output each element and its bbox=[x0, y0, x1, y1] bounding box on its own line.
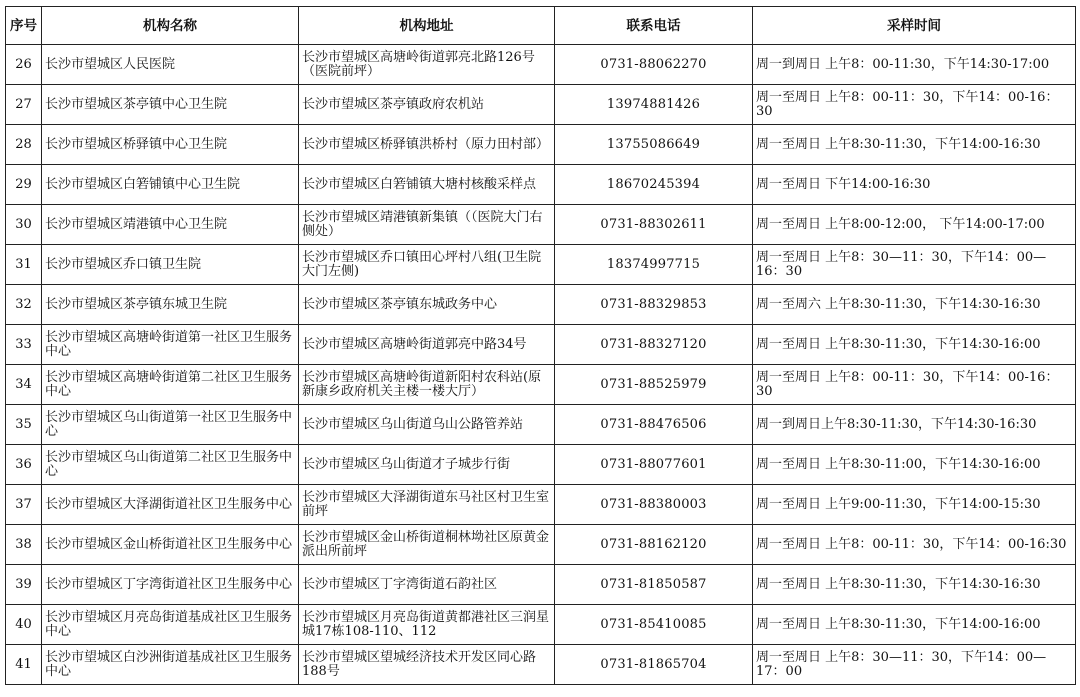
cell-name: 长沙市望城区茶亭镇东城卫生院 bbox=[42, 285, 299, 325]
header-row bbox=[6, 7, 1076, 45]
cell-address: 长沙市望城区茶亭镇政府农机站 bbox=[299, 85, 555, 125]
cell-address: 长沙市望城区望城经济技术开发区同心路188号 bbox=[299, 645, 555, 685]
cell-name: 长沙市望城区桥驿镇中心卫生院 bbox=[42, 125, 299, 165]
cell-no: 41 bbox=[6, 645, 42, 685]
cell-name: 长沙市望城区高塘岭街道第一社区卫生服务中心 bbox=[42, 325, 299, 365]
cell-phone: 0731-88525979 bbox=[555, 365, 753, 405]
cell-no: 38 bbox=[6, 525, 42, 565]
cell-no: 36 bbox=[6, 445, 42, 485]
cell-no: 29 bbox=[6, 165, 42, 205]
table-row bbox=[6, 485, 1076, 525]
cell-address: 长沙市望城区乌山街道才子城步行街 bbox=[299, 445, 555, 485]
table-row bbox=[6, 445, 1076, 485]
cell-name: 长沙市望城区乌山街道第二社区卫生服务中心 bbox=[42, 445, 299, 485]
cell-no: 26 bbox=[6, 45, 42, 85]
header-time: 采样时间 bbox=[753, 7, 1076, 45]
cell-time: 周一至周日 上午8:30-11:30，下午14:00-16:30 bbox=[753, 125, 1076, 165]
cell-time: 周一至周日 上午9:00-11:30，下午14:00-15:30 bbox=[753, 485, 1076, 525]
cell-address: 长沙市望城区乌山街道乌山公路管养站 bbox=[299, 405, 555, 445]
cell-name: 长沙市望城区茶亭镇中心卫生院 bbox=[42, 85, 299, 125]
cell-no: 28 bbox=[6, 125, 42, 165]
cell-no: 30 bbox=[6, 205, 42, 245]
cell-time: 周一至周日 上午8：00-11：30，下午14：00-16：30 bbox=[753, 365, 1076, 405]
sampling-sites-table bbox=[5, 6, 1076, 685]
cell-phone: 0731-88476506 bbox=[555, 405, 753, 445]
table-row bbox=[6, 125, 1076, 165]
cell-address: 长沙市望城区高塘岭街道郭亮中路34号 bbox=[299, 325, 555, 365]
cell-time: 周一至周日 下午14:00-16:30 bbox=[753, 165, 1076, 205]
cell-phone: 13974881426 bbox=[555, 85, 753, 125]
table-row bbox=[6, 285, 1076, 325]
table-body bbox=[6, 45, 1076, 685]
cell-name: 长沙市望城区乌山街道第一社区卫生服务中心 bbox=[42, 405, 299, 445]
cell-phone: 0731-85410085 bbox=[555, 605, 753, 645]
cell-phone: 0731-88380003 bbox=[555, 485, 753, 525]
table-row bbox=[6, 565, 1076, 605]
cell-no: 35 bbox=[6, 405, 42, 445]
table-row bbox=[6, 605, 1076, 645]
cell-address: 长沙市望城区靖港镇新集镇（（医院大门右侧处） bbox=[299, 205, 555, 245]
cell-no: 39 bbox=[6, 565, 42, 605]
cell-time: 周一至周日 上午8:30-11:00，下午14:30-16:00 bbox=[753, 445, 1076, 485]
cell-address: 长沙市望城区白箬铺镇大塘村核酸采样点 bbox=[299, 165, 555, 205]
cell-address: 长沙市望城区桥驿镇洪桥村（原力田村部） bbox=[299, 125, 555, 165]
cell-name: 长沙市望城区乔口镇卫生院 bbox=[42, 245, 299, 285]
cell-address: 长沙市望城区大泽湖街道东马社区村卫生室前坪 bbox=[299, 485, 555, 525]
cell-phone: 18670245394 bbox=[555, 165, 753, 205]
header-phone: 联系电话 bbox=[555, 7, 753, 45]
cell-time: 周一至周日 上午8:30-11:30，下午14:30-16:30 bbox=[753, 565, 1076, 605]
cell-phone: 0731-81865704 bbox=[555, 645, 753, 685]
cell-address: 长沙市望城区丁字湾街道石韵社区 bbox=[299, 565, 555, 605]
cell-time: 周一到周日 上午8：00-11:30，下午14:30-17:00 bbox=[753, 45, 1076, 85]
cell-name: 长沙市望城区高塘岭街道第二社区卫生服务中心 bbox=[42, 365, 299, 405]
cell-time: 周一至周日 上午8：30—11：30，下午14：00—16：30 bbox=[753, 245, 1076, 285]
cell-address: 长沙市望城区高塘岭街道新阳村农科站(原新康乡政府机关主楼一楼大厅） bbox=[299, 365, 555, 405]
cell-time: 周一至周日 上午8：00-11：30，下午14：00-16:30 bbox=[753, 525, 1076, 565]
cell-no: 32 bbox=[6, 285, 42, 325]
cell-name: 长沙市望城区大泽湖街道社区卫生服务中心 bbox=[42, 485, 299, 525]
cell-phone: 0731-88162120 bbox=[555, 525, 753, 565]
sampling-sites-table-container bbox=[5, 6, 1075, 685]
cell-address: 长沙市望城区月亮岛街道黄都港社区三润星城17栋108-110、112 bbox=[299, 605, 555, 645]
table-row bbox=[6, 525, 1076, 565]
cell-name: 长沙市望城区人民医院 bbox=[42, 45, 299, 85]
cell-no: 27 bbox=[6, 85, 42, 125]
header-no: 序号 bbox=[6, 7, 42, 45]
cell-time: 周一至周日 上午8:00-12:00， 下午14:00-17:00 bbox=[753, 205, 1076, 245]
cell-name: 长沙市望城区白沙洲街道基成社区卫生服务中心 bbox=[42, 645, 299, 685]
cell-phone: 0731-88329853 bbox=[555, 285, 753, 325]
cell-time: 周一至周日 上午8:30-11:30，下午14:30-16:00 bbox=[753, 325, 1076, 365]
table-row bbox=[6, 645, 1076, 685]
cell-address: 长沙市望城区乔口镇田心坪村八组(卫生院大门左侧) bbox=[299, 245, 555, 285]
cell-phone: 13755086649 bbox=[555, 125, 753, 165]
cell-name: 长沙市望城区金山桥街道社区卫生服务中心 bbox=[42, 525, 299, 565]
cell-address: 长沙市望城区金山桥街道桐林坳社区原黄金派出所前坪 bbox=[299, 525, 555, 565]
cell-time: 周一至周日 上午8：00-11：30，下午14：00-16：30 bbox=[753, 85, 1076, 125]
cell-no: 37 bbox=[6, 485, 42, 525]
cell-no: 31 bbox=[6, 245, 42, 285]
table-row bbox=[6, 205, 1076, 245]
header-address: 机构地址 bbox=[299, 7, 555, 45]
cell-no: 34 bbox=[6, 365, 42, 405]
cell-name: 长沙市望城区月亮岛街道基成社区卫生服务中心 bbox=[42, 605, 299, 645]
cell-name: 长沙市望城区白箬铺镇中心卫生院 bbox=[42, 165, 299, 205]
header-name: 机构名称 bbox=[42, 7, 299, 45]
cell-address: 长沙市望城区茶亭镇东城政务中心 bbox=[299, 285, 555, 325]
cell-time: 周一至周日 上午8：30—11：30，下午14：00—17：00 bbox=[753, 645, 1076, 685]
table-row bbox=[6, 165, 1076, 205]
cell-time: 周一至周六 上午8:30-11:30，下午14:30-16:30 bbox=[753, 285, 1076, 325]
cell-time: 周一至周日 上午8:30-11:30，下午14:00-16:00 bbox=[753, 605, 1076, 645]
table-row bbox=[6, 325, 1076, 365]
cell-phone: 0731-88062270 bbox=[555, 45, 753, 85]
cell-phone: 0731-88302611 bbox=[555, 205, 753, 245]
table-header bbox=[6, 7, 1076, 45]
cell-phone: 18374997715 bbox=[555, 245, 753, 285]
cell-phone: 0731-81850587 bbox=[555, 565, 753, 605]
cell-time: 周一到周日上午8:30-11:30，下午14:30-16:30 bbox=[753, 405, 1076, 445]
cell-no: 33 bbox=[6, 325, 42, 365]
cell-address: 长沙市望城区高塘岭街道郭亮北路126号（医院前坪） bbox=[299, 45, 555, 85]
table-row bbox=[6, 405, 1076, 445]
cell-name: 长沙市望城区丁字湾街道社区卫生服务中心 bbox=[42, 565, 299, 605]
table-row bbox=[6, 365, 1076, 405]
cell-phone: 0731-88327120 bbox=[555, 325, 753, 365]
cell-phone: 0731-88077601 bbox=[555, 445, 753, 485]
cell-no: 40 bbox=[6, 605, 42, 645]
table-row bbox=[6, 45, 1076, 85]
cell-name: 长沙市望城区靖港镇中心卫生院 bbox=[42, 205, 299, 245]
table-row bbox=[6, 85, 1076, 125]
table-row bbox=[6, 245, 1076, 285]
